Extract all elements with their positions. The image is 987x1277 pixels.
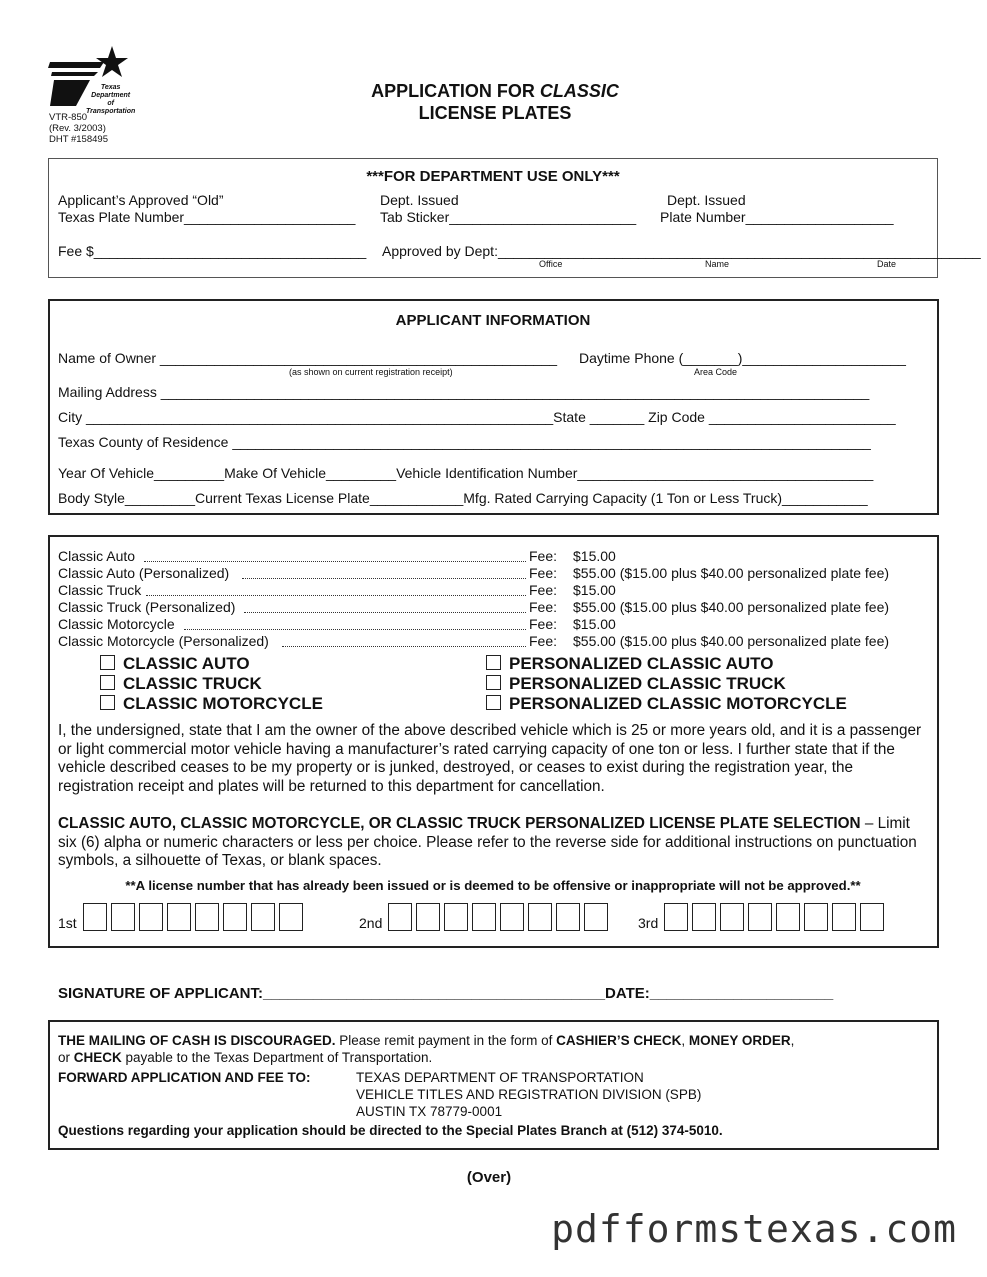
fee-row-label: Classic Motorcycle (Personalized) — [58, 633, 269, 649]
plate-char-box[interactable] — [279, 903, 303, 931]
tab-sticker-label: Dept. Issued — [380, 192, 459, 208]
mailing-instructions-section — [48, 1020, 939, 1150]
checkbox-icon[interactable] — [486, 695, 501, 710]
plate-char-box[interactable] — [776, 903, 800, 931]
plate-char-box[interactable] — [500, 903, 524, 931]
fee-row-amount: $15.00 — [573, 582, 616, 598]
page-title-line2: LICENSE PLATES — [418, 103, 572, 123]
txdot-logo — [46, 44, 136, 115]
dept-use-header: ***FOR DEPARTMENT USE ONLY*** — [366, 168, 620, 185]
fee-row-leader — [244, 612, 526, 613]
fee-row-leader — [146, 595, 526, 596]
checkbox-icon[interactable] — [486, 655, 501, 670]
plate-char-box[interactable] — [111, 903, 135, 931]
fee-row-fee: Fee: — [529, 565, 558, 581]
approved-old-label: Applicant’s Approved “Old” — [58, 192, 224, 208]
plate-char-box[interactable] — [251, 903, 275, 931]
approved-sub-name: Name — [705, 259, 730, 269]
classic-auto-checkbox[interactable]: CLASSIC AUTO — [100, 654, 250, 674]
fee-row-label: Classic Auto (Personalized) — [58, 565, 230, 581]
owner-statement: I, the undersigned, state that I am the owner of the above described vehicle which is 25 or more years old, and it is a passenger or light commercial motor vehicle having a manufacturer’s rated carrying capacity of one ton or less. I further state that if the vehicle described ceases to be my property or is junked, destroyed, or ceases to exist during the registration year, the registration receipt and plates will be returned to this department for cancellation. — [58, 722, 922, 795]
daytime-phone-field[interactable]: Daytime Phone (_______)_____________________ — [579, 350, 906, 366]
form-code: VTR-850 — [49, 112, 88, 123]
tab-sticker-field[interactable]: Tab Sticker________________________ — [380, 209, 637, 225]
forward-label: FORWARD APPLICATION AND FEE TO: — [58, 1070, 311, 1085]
offensive-plate-warning: **A license number that has already been issued or is deemed to be offensive or inappropriate will not be approved.** — [125, 878, 861, 893]
plate-choice-1st — [58, 903, 307, 931]
approved-old-plate-field[interactable]: Texas Plate Number______________________ — [58, 209, 356, 225]
classic-truck-checkbox[interactable]: CLASSIC TRUCK — [100, 674, 262, 694]
choice-label: 1st — [58, 915, 77, 931]
personalized-classic-auto-checkbox[interactable]: PERSONALIZED CLASSIC AUTO — [486, 654, 773, 674]
fee-row-fee: Fee: — [529, 548, 558, 564]
plate-char-box[interactable] — [832, 903, 856, 931]
plate-char-box[interactable] — [223, 903, 247, 931]
body-style-plate-capacity-field[interactable]: Body Style_________Current Texas License Plate____________Mfg. Rated Carrying Capacity (1 Ton or Less Truck)___________ — [58, 490, 868, 506]
form-revision: (Rev. 3/2003) — [49, 123, 106, 134]
plate-char-box[interactable] — [472, 903, 496, 931]
plate-choice-3rd — [638, 903, 888, 931]
plate-char-box[interactable] — [748, 903, 772, 931]
plate-char-box[interactable] — [556, 903, 580, 931]
fee-row-label: Classic Truck — [58, 582, 142, 598]
signature-date-field[interactable]: SIGNATURE OF APPLICANT:_________________________________________DATE:______________________ — [58, 985, 834, 1002]
fee-row-label: Classic Truck (Personalized) — [58, 599, 236, 615]
approved-sub-date: Date — [877, 259, 897, 269]
fee-row-amount: $55.00 ($15.00 plus $40.00 personalized plate fee) — [573, 599, 890, 615]
plate-char-box[interactable] — [195, 903, 219, 931]
fee-row-leader — [184, 629, 526, 630]
address-line-2: VEHICLE TITLES AND REGISTRATION DIVISION (SPB) — [356, 1087, 702, 1102]
choice-label: 2nd — [359, 915, 383, 931]
plate-char-box[interactable] — [83, 903, 107, 931]
fee-row-fee: Fee: — [529, 582, 558, 598]
approved-sub-office: Office — [539, 259, 563, 269]
form-dht: DHT #158495 — [49, 134, 108, 145]
payable-notice: or CHECK payable to the Texas Department of Transportation. — [58, 1050, 433, 1065]
address-line-3: AUSTIN TX 78779-0001 — [356, 1104, 503, 1119]
fee-row-fee: Fee: — [529, 616, 558, 632]
fee-row-amount: $55.00 ($15.00 plus $40.00 personalized plate fee) — [573, 565, 890, 581]
fee-row-leader — [242, 578, 526, 579]
logo-text: Texas Department of Transportation — [86, 84, 136, 115]
checkbox-icon[interactable] — [486, 675, 501, 690]
selection-instructions: CLASSIC AUTO, CLASSIC MOTORCYCLE, OR CLASSIC TRUCK PERSONALIZED LICENSE PLATE SELECTION – Limit six (6) alpha or numeric characters or less per choice. Please refer to the reverse side for additional instructions on punctuation symbols, a silhouette of Texas, or blank spaces. — [58, 815, 917, 869]
plate-char-box[interactable] — [388, 903, 412, 931]
plate-choice-2nd — [359, 903, 612, 931]
fee-field[interactable]: Fee $___________________________________ — [58, 243, 367, 259]
mailing-address-field[interactable]: Mailing Address ___________________________________________________________________________________________ — [58, 384, 870, 400]
classic-motorcycle-checkbox[interactable]: CLASSIC MOTORCYCLE — [100, 694, 323, 714]
watermark: pdfformstexas.com — [551, 1207, 957, 1251]
fee-row-leader — [144, 561, 526, 562]
choice-label: 3rd — [638, 915, 659, 931]
plate-selection-section — [48, 535, 939, 948]
plate-char-box[interactable] — [692, 903, 716, 931]
fee-row-fee: Fee: — [529, 633, 558, 649]
plate-char-box[interactable] — [720, 903, 744, 931]
plate-char-box[interactable] — [167, 903, 191, 931]
approved-by-field[interactable]: Approved by Dept:______________________________________________________________ — [382, 243, 981, 259]
county-field[interactable]: Texas County of Residence __________________________________________________________________________________ — [58, 434, 871, 450]
plate-char-box[interactable] — [528, 903, 552, 931]
vehicle-year-make-vin-field[interactable]: Year Of Vehicle_________Make Of Vehicle_________Vehicle Identification Number______________________________________ — [58, 465, 874, 481]
personalized-classic-motorcycle-checkbox[interactable]: PERSONALIZED CLASSIC MOTORCYCLE — [486, 694, 847, 714]
fee-row-label: Classic Motorcycle — [58, 616, 175, 632]
checkbox-icon[interactable] — [100, 655, 115, 670]
cash-discouraged-notice: THE MAILING OF CASH IS DISCOURAGED. Please remit payment in the form of CASHIER’S CHECK, MONEY ORDER, — [58, 1033, 795, 1048]
fee-row-amount: $15.00 — [573, 616, 616, 632]
questions-contact: Questions regarding your application should be directed to the Special Plates Branch at (512) 374-5010. — [58, 1123, 723, 1138]
plate-char-box[interactable] — [664, 903, 688, 931]
page-title-line1: APPLICATION FOR CLASSIC — [371, 81, 619, 101]
plate-char-box[interactable] — [804, 903, 828, 931]
plate-char-box[interactable] — [444, 903, 468, 931]
applicant-info-header: APPLICANT INFORMATION — [395, 312, 591, 329]
city-state-zip-field[interactable]: City ____________________________________________________________State _______ Zip Code ________________________ — [58, 409, 896, 425]
dept-plate-field[interactable]: Plate Number___________________ — [660, 209, 894, 225]
plate-char-box[interactable] — [139, 903, 163, 931]
department-use-section — [48, 158, 981, 278]
fee-row-label: Classic Auto — [58, 548, 136, 564]
fee-row-amount: $15.00 — [573, 548, 616, 564]
plate-char-box[interactable] — [860, 903, 884, 931]
plate-char-box[interactable] — [584, 903, 608, 931]
dept-plate-label: Dept. Issued — [667, 192, 746, 208]
owner-name-note: (as shown on current registration receipt) — [289, 367, 453, 377]
fee-row-amount: $55.00 ($15.00 plus $40.00 personalized plate fee) — [573, 633, 890, 649]
personalized-classic-truck-checkbox[interactable]: PERSONALIZED CLASSIC TRUCK — [486, 674, 786, 694]
checkbox-icon[interactable] — [100, 675, 115, 690]
fee-row-leader — [282, 646, 526, 647]
address-line-1: TEXAS DEPARTMENT OF TRANSPORTATION — [356, 1070, 644, 1085]
owner-name-field[interactable]: Name of Owner ___________________________________________________ — [58, 350, 558, 366]
area-code-note: Area Code — [694, 367, 738, 377]
checkbox-icon[interactable] — [100, 695, 115, 710]
fee-row-fee: Fee: — [529, 599, 558, 615]
over-indicator: (Over) — [466, 1169, 512, 1186]
plate-char-box[interactable] — [416, 903, 440, 931]
applicant-information-section — [48, 299, 939, 515]
